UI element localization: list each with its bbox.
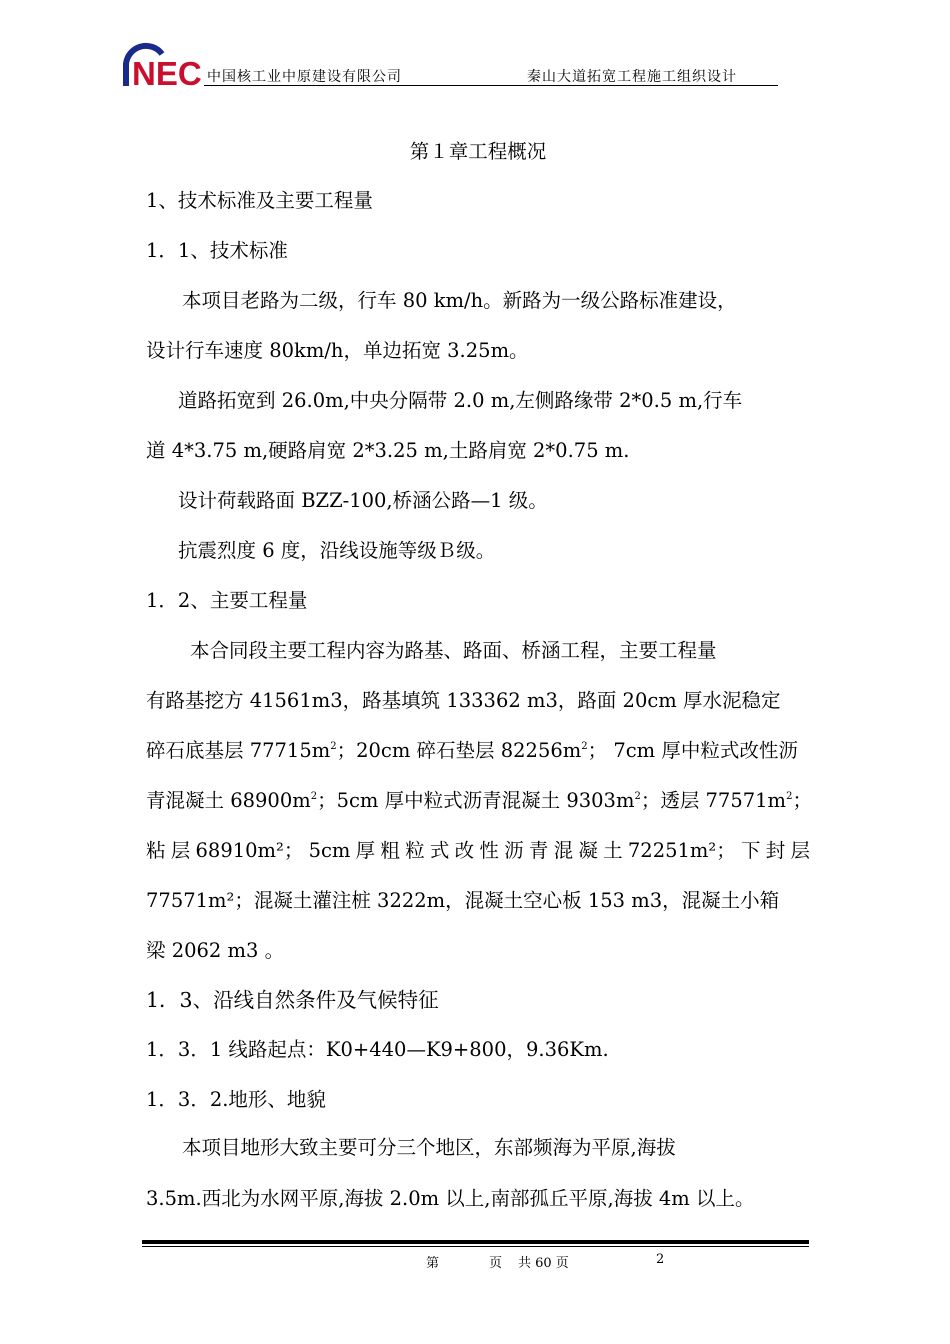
paragraph-5-line-1: 本合同段主要工程内容为路基、路面、桥涵工程，主要工程量: [190, 639, 717, 662]
section-1-heading: 1、技术标准及主要工程量: [146, 189, 373, 212]
paragraph-5-line-3: 碎石底基层 $77715m^2$；20cm 碎石垫层 $82256m^2$； 7cm 厚中粒式改性沥: [146, 739, 798, 762]
paragraph-4: 抗震烈度 6 度，沿线设施等级Ｂ级。: [178, 539, 496, 562]
paragraph-5-line-7: 梁 2062 m3 。: [146, 939, 285, 962]
chapter-title: 第１章工程概况: [409, 140, 547, 163]
footer-label-di: 第: [426, 1256, 440, 1271]
paragraph-1-line-2: 设计行车速度 80km/h，单边拓宽 3.25m。: [146, 339, 529, 362]
section-1-1-heading: 1．1、技术标准: [146, 239, 288, 262]
section-1-3-1-heading: 1．3．1 线路起点：K0+440—K9+800，9.36Km.: [146, 1038, 609, 1061]
header-rule: [204, 85, 778, 86]
paragraph-6-line-2: 3.5m.西北为水网平原,海拔 2.0m 以上,南部孤丘平原,海拔 4m 以上。: [146, 1187, 755, 1210]
paragraph-5-line-4: 青混凝土 $68900m^2$；5cm 厚中粒式沥青混凝土 $9303m^2$；透层 $77571m^2$；: [146, 789, 812, 812]
footer-label-ye: 页: [489, 1256, 503, 1271]
paragraph-6-line-1: 本项目地形大致主要可分三个地区，东部频海为平原,海拔: [182, 1136, 676, 1159]
footer-rule-thin: [142, 1246, 809, 1247]
section-1-3-2-heading: 1．3．2.地形、地貌: [146, 1088, 326, 1111]
logo-text: NEC: [132, 55, 202, 90]
section-1-3-heading: 1．3、沿线自然条件及气候特征: [146, 988, 439, 1012]
footer-total-pages: 共 60 页: [518, 1256, 569, 1271]
paragraph-5-line-5: 粘 层 68910m²； 5cm 厚 粗 粒 式 改 性 沥 青 混 凝 土 72251m²； 下 封 层: [146, 839, 810, 862]
paragraph-5-line-2: 有路基挖方 41561m3，路基填筑 133362 m3，路面 20cm 厚水泥稳定: [146, 689, 781, 712]
paragraph-1-line-1: 本项目老路为二级，行车 80 km/h。新路为一级公路标准建设，: [182, 289, 737, 312]
paragraph-3: 设计荷载路面 BZZ-100,桥涵公路—1 级。: [178, 489, 548, 512]
paragraph-2-line-2: 道 4*3.75 m,硬路肩宽 2*3.25 m,土路肩宽 2*0.75 m.: [146, 439, 630, 462]
nec-logo: [118, 40, 204, 90]
document-title: 秦山大道拓宽工程施工组织设计: [527, 69, 737, 85]
section-1-2-heading: 1．2、主要工程量: [146, 589, 308, 612]
company-name: 中国核工业中原建设有限公司: [207, 69, 402, 85]
paragraph-2-line-1: 道路拓宽到 26.0m,中央分隔带 2.0 m,左侧路缘带 2*0.5 m,行车: [178, 389, 743, 412]
footer-rule: [142, 1240, 809, 1244]
footer-page-number: 2: [656, 1252, 665, 1267]
paragraph-5-line-6: 77571m²；混凝土灌注桩 3222m，混凝土空心板 153 m3，混凝土小箱: [146, 889, 780, 912]
